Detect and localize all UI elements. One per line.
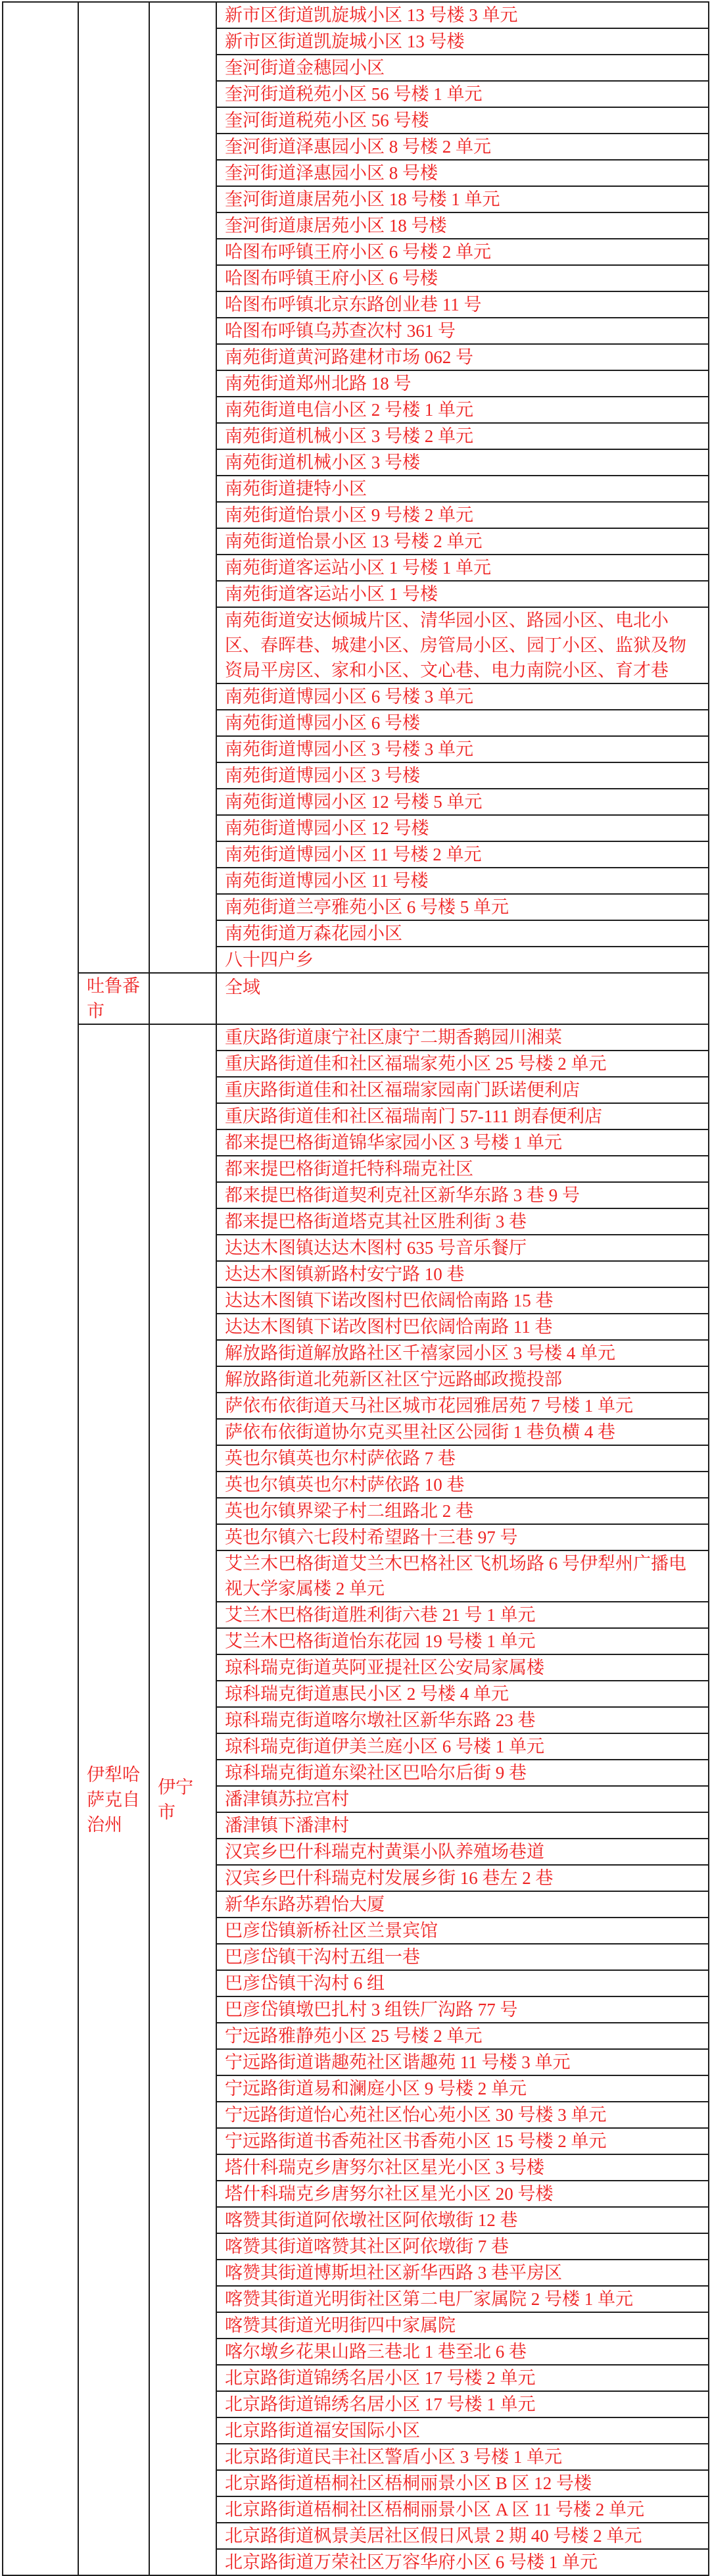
area-cell: 宁远路街道易和澜庭小区 9 号楼 2 单元: [216, 2075, 709, 2102]
area-cell: 喀赞其街道博斯坦社区新华西路 3 巷平房区: [216, 2260, 709, 2286]
area-cell: 南苑街道怡景小区 9 号楼 2 单元: [216, 502, 709, 528]
area-cell: 奎河街道康居苑小区 18 号楼: [216, 212, 709, 239]
area-cell: 北京路街道梧桐社区梧桐丽景小区 B 区 12 号楼: [216, 2470, 709, 2496]
area-cell: 南苑街道博园小区 6 号楼 3 单元: [216, 683, 709, 710]
area-cell: 北京路街道福安国际小区: [216, 2417, 709, 2444]
area-cell: 都来提巴格街道锦华家园小区 3 号楼 1 单元: [216, 1129, 709, 1156]
area-cell: 艾兰木巴格街道怡东花园 19 号楼 1 单元: [216, 1628, 709, 1654]
table-row: [3, 1024, 709, 1051]
area-cell: 奎河街道泽惠园小区 8 号楼: [216, 160, 709, 186]
area-cell: 解放路街道解放路社区千禧家园小区 3 号楼 4 单元: [216, 1340, 709, 1366]
area-cell: 哈图布呼镇王府小区 6 号楼 2 单元: [216, 239, 709, 265]
area-cell: 解放路街道北苑新区社区宁远路邮政揽投部: [216, 1366, 709, 1393]
area-cell: 达达木图镇新路村安宁路 10 巷: [216, 1261, 709, 1287]
area-cell: 潘津镇苏拉宫村: [216, 1786, 709, 1812]
area-cell: 塔什科瑞克乡唐努尔社区星光小区 20 号楼: [216, 2181, 709, 2207]
area-cell: 塔什科瑞克乡唐努尔社区星光小区 3 号楼: [216, 2154, 709, 2181]
area-cell: 巴彦岱镇干沟村五组一巷: [216, 1944, 709, 1970]
area-cell: 都来提巴格街道塔克其社区胜利街 3 巷: [216, 1208, 709, 1235]
area-cell: 汉宾乡巴什科瑞克村黄渠小队养殖场巷道: [216, 1839, 709, 1865]
area-cell: 南苑街道博园小区 11 号楼: [216, 868, 709, 894]
area-cell: 喀尔墩乡花果山路三巷北 1 巷至北 6 巷: [216, 2339, 709, 2365]
area-cell: 新市区街道凯旋城小区 13 号楼 3 单元: [216, 2, 709, 28]
area-cell: 喀赞其街道阿依墩社区阿依墩街 12 巷: [216, 2207, 709, 2233]
area-cell: 南苑街道博园小区 3 号楼 3 单元: [216, 736, 709, 762]
area-cell: 哈图布呼镇乌苏查次村 361 号: [216, 318, 709, 344]
prefecture-cell: [78, 2, 149, 973]
area-cell: 达达木图镇下诺改图村巴依阔恰南路 15 巷: [216, 1287, 709, 1314]
area-cell: 哈图布呼镇王府小区 6 号楼: [216, 265, 709, 291]
area-cell: 南苑街道万森花园小区: [216, 920, 709, 947]
area-cell: 南苑街道客运站小区 1 号楼: [216, 581, 709, 607]
area-cell: 琼科瑞克街道惠民小区 2 号楼 4 单元: [216, 1681, 709, 1707]
area-cell: 喀赞其街道光明街四中家属院: [216, 2312, 709, 2339]
area-cell: 潘津镇下潘津村: [216, 1812, 709, 1839]
area-cell: 喀赞其街道光明街社区第二电厂家属院 2 号楼 1 单元: [216, 2286, 709, 2312]
area-cell: 南苑街道黄河路建材市场 062 号: [216, 344, 709, 370]
area-cell: 萨依布依街道天马社区城市花园雅居苑 7 号楼 1 单元: [216, 1393, 709, 1419]
area-cell: 全域: [216, 973, 709, 1024]
area-cell: 北京路街道锦绣名居小区 17 号楼 1 单元: [216, 2391, 709, 2417]
area-cell: 巴彦岱镇新桥社区兰景宾馆: [216, 1918, 709, 1944]
area-cell: 宁远路街道怡心苑社区怡心苑小区 30 号楼 3 单元: [216, 2102, 709, 2128]
table-row: [3, 2, 709, 28]
area-cell: 宁远路雅静苑小区 25 号楼 2 单元: [216, 2023, 709, 2049]
area-cell: 北京路街道万荣社区万容华府小区 6 号楼 1 单元: [216, 2549, 709, 2575]
area-cell: 奎河街道税苑小区 56 号楼: [216, 107, 709, 134]
area-cell: 南苑街道博园小区 6 号楼: [216, 710, 709, 736]
area-cell: 达达木图镇下诺改图村巴依阔恰南路 11 巷: [216, 1314, 709, 1340]
area-cell: 汉宾乡巴什科瑞克村发展乡街 16 巷左 2 巷: [216, 1865, 709, 1891]
area-cell: 南苑街道博园小区 3 号楼: [216, 762, 709, 789]
area-cell: 琼科瑞克街道东梁社区巴哈尔后街 9 巷: [216, 1760, 709, 1786]
area-cell: 南苑街道机械小区 3 号楼 2 单元: [216, 423, 709, 449]
area-cell: 宁远路街道书香苑社区书香苑小区 15 号楼 2 单元: [216, 2128, 709, 2154]
area-cell: 都来提巴格街道契利克社区新华东路 3 巷 9 号: [216, 1182, 709, 1208]
area-cell: 南苑街道博园小区 11 号楼 2 单元: [216, 841, 709, 868]
area-cell: 巴彦岱镇墩巴扎村 3 组铁厂沟路 77 号: [216, 1996, 709, 2023]
table-row: [3, 973, 709, 1024]
city-cell: [149, 973, 216, 1024]
area-cell: 宁远路街道谐趣苑社区谐趣苑 11 号楼 3 单元: [216, 2049, 709, 2075]
area-cell: 八十四户乡: [216, 947, 709, 973]
area-cell: 琼科瑞克街道英阿亚提社区公安局家属楼: [216, 1654, 709, 1681]
city-cell: 伊宁市: [149, 1024, 216, 2575]
area-cell: 哈图布呼镇北京东路创业巷 11 号: [216, 291, 709, 318]
province-cell: [3, 2, 78, 2575]
city-cell: [149, 2, 216, 973]
area-cell: 奎河街道金穗园小区: [216, 55, 709, 81]
area-cell: 重庆路街道佳和社区福瑞家园南门跃诺便利店: [216, 1077, 709, 1103]
area-cell: 英也尔镇英也尔村萨依路 7 巷: [216, 1445, 709, 1472]
area-cell: 琼科瑞克街道伊美兰庭小区 6 号楼 1 单元: [216, 1733, 709, 1760]
area-cell: 英也尔镇英也尔村萨依路 10 巷: [216, 1472, 709, 1498]
area-cell: 北京路街道枫景美居社区假日风景 2 期 40 号楼 2 单元: [216, 2523, 709, 2549]
area-cell: 都来提巴格街道托特科瑞克社区: [216, 1156, 709, 1182]
area-cell: 南苑街道安达倾城片区、清华园小区、路园小区、电北小区、春晖巷、城建小区、房管局小区、园丁小区、监狱及物资局平房区、家和小区、文心巷、电力南院小区、育才巷: [216, 607, 709, 683]
area-cell: 南苑街道兰亭雅苑小区 6 号楼 5 单元: [216, 894, 709, 920]
risk-area-table: [2, 1, 709, 2576]
area-cell: 北京路街道梧桐社区梧桐丽景小区 A 区 11 号楼 2 单元: [216, 2496, 709, 2523]
area-cell: 北京路街道民丰社区警盾小区 3 号楼 1 单元: [216, 2444, 709, 2470]
area-cell: 北京路街道锦绣名居小区 17 号楼 2 单元: [216, 2365, 709, 2391]
area-cell: 巴彦岱镇干沟村 6 组: [216, 1970, 709, 1996]
area-cell: 重庆路街道佳和社区福瑞南门 57-111 朗春便利店: [216, 1103, 709, 1129]
risk-area-table-body: [3, 2, 709, 2575]
area-cell: 南苑街道郑州北路 18 号: [216, 370, 709, 397]
area-cell: 琼科瑞克街道喀尔墩社区新华东路 23 巷: [216, 1707, 709, 1733]
area-cell: 南苑街道电信小区 2 号楼 1 单元: [216, 397, 709, 423]
area-cell: 奎河街道税苑小区 56 号楼 1 单元: [216, 81, 709, 107]
area-cell: 达达木图镇达达木图村 635 号音乐餐厅: [216, 1235, 709, 1261]
area-cell: 南苑街道机械小区 3 号楼: [216, 449, 709, 476]
prefecture-cell: 吐鲁番市: [78, 973, 149, 1024]
area-cell: 喀赞其街道喀赞其社区阿依墩街 7 巷: [216, 2233, 709, 2260]
area-cell: 艾兰木巴格街道艾兰木巴格社区飞机场路 6 号伊犁州广播电视大学家属楼 2 单元: [216, 1550, 709, 1602]
area-cell: 重庆路街道康宁社区康宁二期香鹅园川湘菜: [216, 1024, 709, 1051]
area-cell: 南苑街道怡景小区 13 号楼 2 单元: [216, 528, 709, 555]
prefecture-cell: 伊犁哈萨克自治州: [78, 1024, 149, 2575]
area-cell: 重庆路街道佳和社区福瑞家苑小区 25 号楼 2 单元: [216, 1051, 709, 1077]
area-cell: 南苑街道客运站小区 1 号楼 1 单元: [216, 555, 709, 581]
area-cell: 南苑街道博园小区 12 号楼 5 单元: [216, 789, 709, 815]
area-cell: 艾兰木巴格街道胜利街六巷 21 号 1 单元: [216, 1602, 709, 1628]
area-cell: 萨依布依街道协尔克买里社区公园街 1 巷负横 4 巷: [216, 1419, 709, 1445]
area-cell: 南苑街道捷特小区: [216, 476, 709, 502]
area-cell: 英也尔镇界梁子村二组路北 2 巷: [216, 1498, 709, 1524]
area-cell: 奎河街道泽惠园小区 8 号楼 2 单元: [216, 134, 709, 160]
area-cell: 英也尔镇六七段村希望路十三巷 97 号: [216, 1524, 709, 1550]
area-cell: 新华东路苏碧怡大厦: [216, 1891, 709, 1918]
area-cell: 新市区街道凯旋城小区 13 号楼: [216, 28, 709, 55]
area-cell: 南苑街道博园小区 12 号楼: [216, 815, 709, 841]
area-cell: 奎河街道康居苑小区 18 号楼 1 单元: [216, 186, 709, 212]
